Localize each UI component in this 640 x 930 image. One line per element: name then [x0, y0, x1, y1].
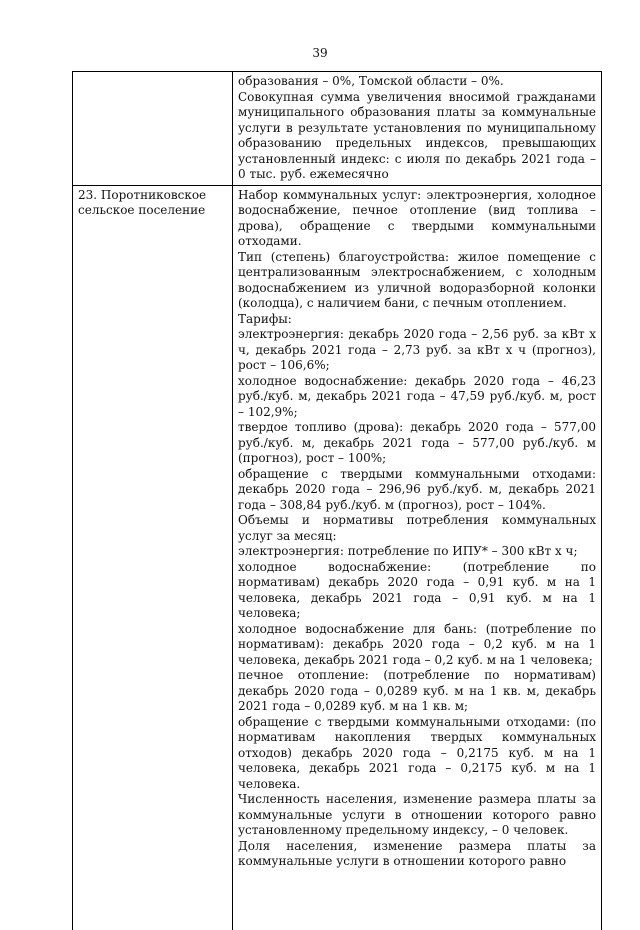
municipality-cell — [73, 72, 233, 186]
paragraph: обращение с твердыми коммунальными отходами: (по нормативам накопления твердых коммунальных отходов) декабрь 2020 года – 0,2175 куб. м на 1 человека, декабрь 2021 года – 0,2175 куб. м на 1 человека. — [238, 714, 596, 791]
paragraph: Набор коммунальных услуг: электроэнергия, холодное водоснабжение, печное отопление (вид топлива – дрова), обращение с твердыми коммунальными отходами. — [238, 187, 596, 248]
paragraph: печное отопление: (потребление по нормативам) декабрь 2020 года – 0,0289 куб. м на 1 кв. м, декабрь 2021 года – 0,0289 куб. м на 1 кв. м; — [238, 668, 596, 713]
paragraph: образования – 0%, Томской области – 0%. — [238, 74, 504, 88]
paragraph: Численность населения, изменение размера платы за коммунальные услуги в отношении которого равно установленному предельному индексу, – 0 человек. — [238, 792, 596, 837]
description-cell — [233, 185, 602, 930]
municipality-cell: 23. Поротниковское сельское поселение — [73, 185, 233, 930]
paragraph: обращение с твердыми коммунальными отходами: декабрь 2020 года – 296,96 руб./куб. м, декабрь 2021 года – 308,84 руб./куб. м (прогноз), рост – 104%. — [238, 466, 596, 512]
paragraph: Тарифы: — [238, 311, 292, 326]
description-cell — [233, 72, 602, 186]
paragraph: холодное водоснабжение для бань: (потребление по нормативам): декабрь 2020 года – 0,2 куб. м на 1 человека, декабрь 2021 года – 0,2 куб. м на 1 человека; — [238, 621, 596, 667]
paragraph: электроэнергия: декабрь 2020 года – 2,56 руб. за кВт х ч, декабрь 2021 года – 2,73 руб. за кВт х ч (прогноз), рост – 106,6%; — [238, 327, 596, 372]
paragraph: холодное водоснабжение: (потребление по нормативам) декабрь 2020 года – 0,91 куб. м на 1 человека, декабрь 2021 года – 0,91 куб. м на 1 человека; — [238, 559, 596, 620]
paragraph: электроэнергия: потребление по ИПУ* – 300 кВт х ч; — [238, 544, 578, 558]
paragraph: твердое топливо (дрова): декабрь 2020 года – 577,00 руб./куб. м, декабрь 2021 года – 577,00 руб./куб. м (прогноз), рост – 100%; — [238, 420, 596, 465]
paragraph: Тип (степень) благоустройства: жилое помещение с централизованным электроснабжением, с холодным водоснабжением из уличной водоразборной колонки (колодца), с наличием бани, с печным отоплением. — [238, 249, 596, 310]
paragraph: Объемы и нормативы потребления коммунальных услуг за месяц: — [238, 513, 596, 543]
paragraph: Совокупная сумма увеличения вносимой гражданами муниципального образования платы за коммунальные услуги в результате установления по муниципальному образованию предельных индексов, превышающих установленный индекс: с июля по декабрь 2021 года – 0 тыс. руб. ежемесячно — [238, 89, 596, 181]
paragraph: Доля населения, изменение размера платы за коммунальные услуги в отношении которого равно — [238, 838, 596, 868]
tariff-table — [72, 71, 602, 930]
page-number: 39 — [312, 46, 328, 60]
table-row — [73, 72, 602, 186]
paragraph: холодное водоснабжение: декабрь 2020 года – 46,23 руб./куб. м, декабрь 2021 года – 47,59 руб./куб. м, рост – 102,9%; — [238, 373, 596, 419]
table-row — [73, 185, 602, 930]
